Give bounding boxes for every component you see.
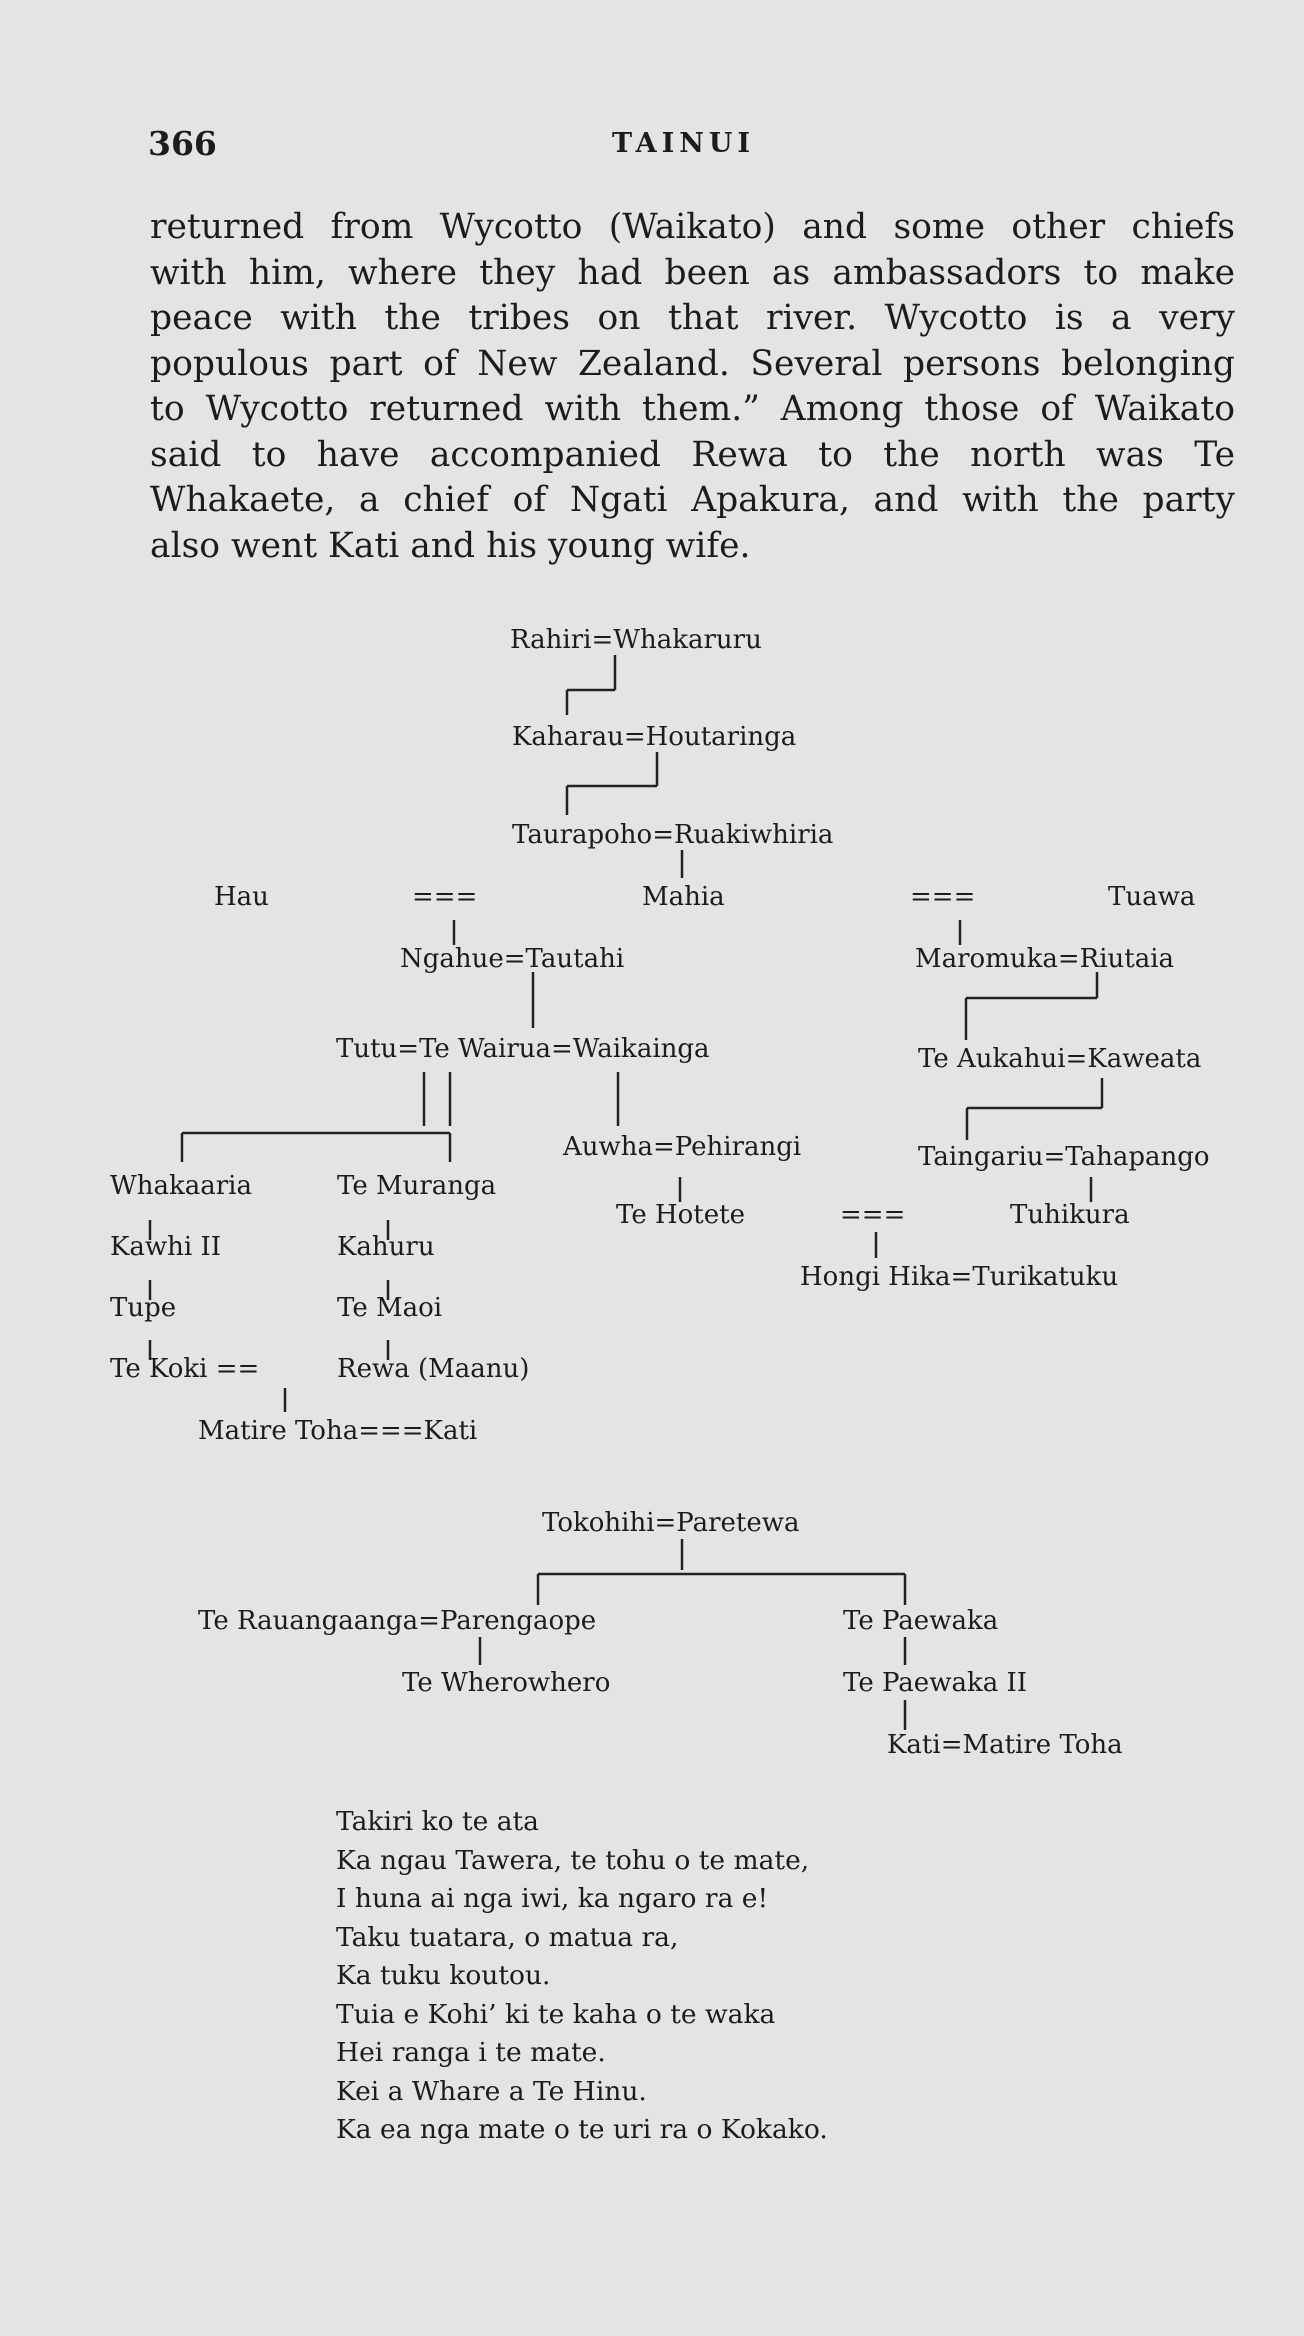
gen-taurapoho: Taurapoho=Ruakiwhiria: [512, 820, 834, 850]
paragraph-line: returned from Wycotto (Waikato) and some other chiefs: [150, 207, 1235, 247]
gen-tehotete: Te Hotete: [616, 1200, 745, 1230]
gen-kawhi: Kawhi II: [110, 1232, 222, 1262]
page-number: 366: [148, 124, 217, 163]
gen-kati: Kati=Matire Toha: [887, 1730, 1123, 1760]
paragraph-line: with him, where they had been as ambassadors to make: [150, 252, 1235, 293]
gen-equals-3: ===: [840, 1200, 906, 1230]
gen-ngahue: Ngahue=Tautahi: [400, 944, 625, 974]
gen-tokohihi: Tokohihi=Paretewa: [542, 1508, 800, 1538]
gen-auwha: Auwha=Pehirangi: [563, 1132, 802, 1162]
running-title: TAINUI: [612, 128, 756, 159]
gen-matire: Matire Toha===Kati: [198, 1416, 478, 1446]
poem-line: Takiri ko te ata: [336, 1806, 539, 1837]
gen-aukahui: Te Aukahui=Kaweata: [918, 1044, 1202, 1074]
gen-equals-2: ===: [910, 882, 976, 912]
paragraph-line: populous part of New Zealand. Several persons belonging: [150, 343, 1235, 384]
paragraph-line: to Wycotto returned with them.” Among those of Waikato: [150, 389, 1235, 429]
gen-kaharau: Kaharau=Houtaringa: [512, 722, 797, 752]
poem-line: Ka tuku koutou.: [336, 1960, 551, 1991]
paragraph-line: also went Kati and his young wife.: [150, 525, 751, 566]
paragraph-line: peace with the tribes on that river. Wycotto is a very: [150, 298, 1235, 338]
gen-hau: Hau: [214, 882, 269, 912]
gen-temuranga: Te Muranga: [337, 1171, 497, 1201]
poem-line: Hei ranga i te mate.: [336, 2037, 606, 2068]
gen-maromuka: Maromuka=Riutaia: [915, 944, 1175, 974]
poem-line: Tuia e Kohi’ ki te kaha o te waka: [336, 1998, 776, 2030]
gen-paewaka2: Te Paewaka II: [843, 1668, 1028, 1698]
gen-tuhikura: Tuhikura: [1010, 1200, 1130, 1230]
poem-line: I huna ai nga iwi, ka ngaro ra e!: [336, 1883, 769, 1914]
gen-equals-1: ===: [412, 882, 478, 912]
paragraph-line: said to have accompanied Rewa to the north was Te: [150, 434, 1235, 475]
paragraph-line: Whakaete, a chief of Ngati Apakura, and with the party: [150, 480, 1235, 520]
gen-temaoi: Te Maoi: [337, 1293, 443, 1323]
gen-paewaka: Te Paewaka: [843, 1606, 999, 1636]
gen-whakaaria: Whakaaria: [110, 1171, 252, 1201]
poem: [336, 1803, 828, 2150]
gen-wherowhero: Te Wherowhero: [402, 1668, 611, 1698]
gen-tuawa: Tuawa: [1108, 882, 1196, 912]
gen-rauangaanga: Te Rauangaanga=Parengaope: [198, 1606, 597, 1636]
gen-taingariu: Taingariu=Tahapango: [918, 1142, 1210, 1172]
poem-line: Kei a Whare a Te Hinu.: [336, 2075, 647, 2107]
gen-hongi: Hongi Hika=Turikatuku: [800, 1262, 1119, 1292]
gen-tutu: Tutu=Te Wairua=Waikainga: [336, 1034, 710, 1064]
poem-line: Taku tuatara, o matua ra,: [336, 1921, 679, 1953]
gen-rewa: Rewa (Maanu): [337, 1354, 530, 1384]
gen-rahiri: Rahiri=Whakaruru: [510, 625, 762, 655]
poem-line: Ka ngau Tawera, te tohu o te mate,: [336, 1844, 810, 1876]
gen-mahia: Mahia: [642, 882, 725, 912]
gen-kahuru: Kahuru: [337, 1232, 435, 1262]
poem-line: Ka ea nga mate o te uri ra o Kokako.: [336, 2114, 828, 2145]
gen-tupe: Tupe: [110, 1293, 177, 1323]
gen-tekoki: Te Koki ==: [110, 1354, 260, 1384]
